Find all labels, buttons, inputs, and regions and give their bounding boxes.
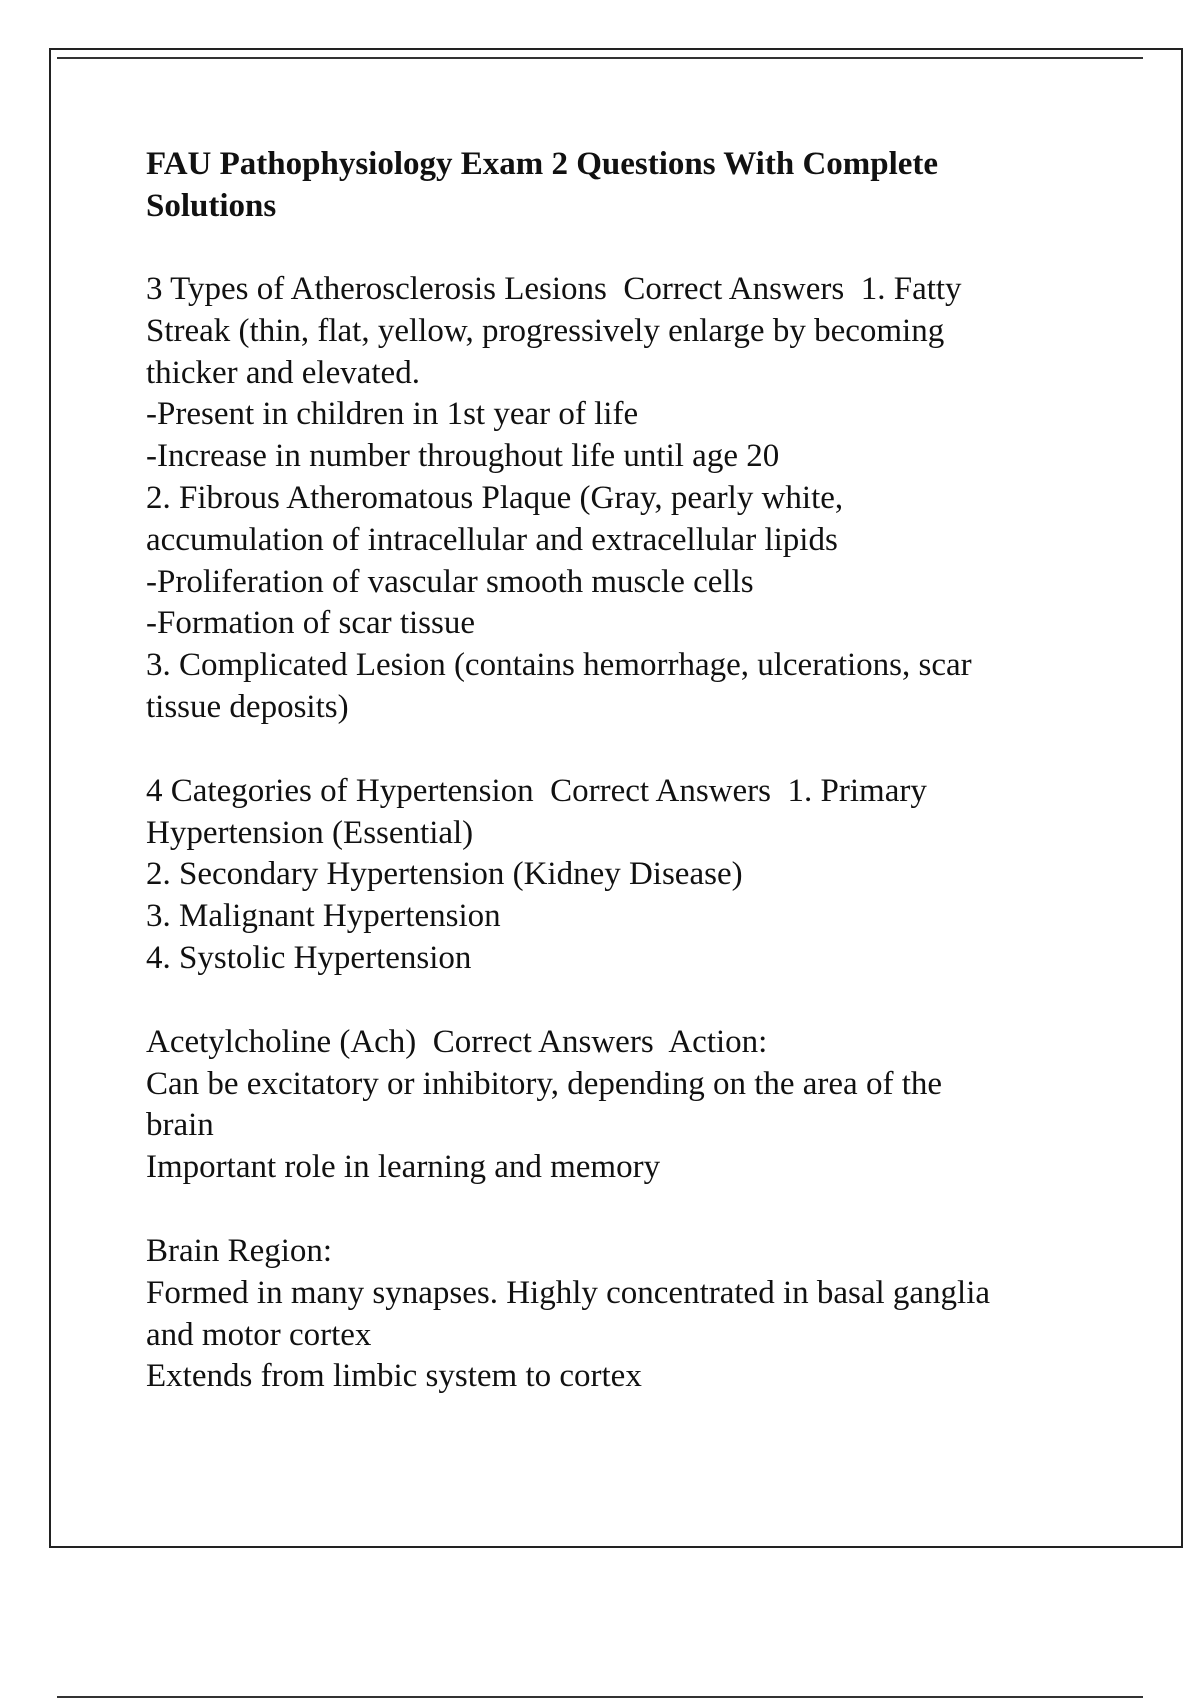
text-line: brain [146, 1107, 214, 1144]
text-line: 3. Complicated Lesion (contains hemorrhage, ulcerations, scar [146, 647, 972, 684]
text-line: and motor cortex [146, 1316, 372, 1353]
document-body [146, 143, 1146, 1440]
qa-hypertension-categories [146, 771, 1146, 980]
text-line: -Formation of scar tissue [146, 605, 476, 642]
text-line: 2. Fibrous Atheromatous Plaque (Gray, pearly white, [146, 479, 844, 516]
text-line: Can be excitatory or inhibitory, depending on the area of the [146, 1065, 943, 1102]
footer-rule [57, 1696, 1143, 1698]
text-line: accumulation of intracellular and extracellular lipids [146, 521, 838, 558]
text-line: 2. Secondary Hypertension (Kidney Disease) [146, 856, 743, 893]
text-line: 3. Malignant Hypertension [146, 898, 501, 935]
qa-acetylcholine [146, 1022, 1146, 1189]
text-line: Important role in learning and memory [146, 1149, 661, 1186]
text-line: 4 Categories of Hypertension Correct Answers 1. Primary [146, 772, 927, 809]
text-line: Hypertension (Essential) [146, 814, 474, 851]
text-line: -Proliferation of vascular smooth muscle cells [146, 563, 754, 600]
document-title [146, 143, 1146, 227]
text-line: Formed in many synapses. Highly concentrated in basal ganglia [146, 1274, 991, 1311]
text-line: Acetylcholine (Ach) Correct Answers Action: [146, 1023, 768, 1060]
qa-brain-region [146, 1231, 1146, 1398]
title-line-1: FAU Pathophysiology Exam 2 Questions With Complete [146, 146, 939, 182]
header-rule [57, 57, 1143, 59]
text-line: 4. Systolic Hypertension [146, 939, 472, 976]
text-line: -Increase in number throughout life until age 20 [146, 438, 780, 475]
text-line: Extends from limbic system to cortex [146, 1358, 642, 1395]
qa-atherosclerosis-lesions [146, 269, 1146, 729]
text-line: thicker and elevated. [146, 354, 420, 391]
text-line: Brain Region: [146, 1232, 333, 1269]
title-line-2: Solutions [146, 188, 277, 224]
text-line: Streak (thin, flat, yellow, progressively enlarge by becoming [146, 312, 945, 349]
text-line: -Present in children in 1st year of life [146, 396, 639, 433]
text-line: 3 Types of Atherosclerosis Lesions Correct Answers 1. Fatty [146, 271, 962, 307]
text-line: tissue deposits) [146, 688, 349, 725]
